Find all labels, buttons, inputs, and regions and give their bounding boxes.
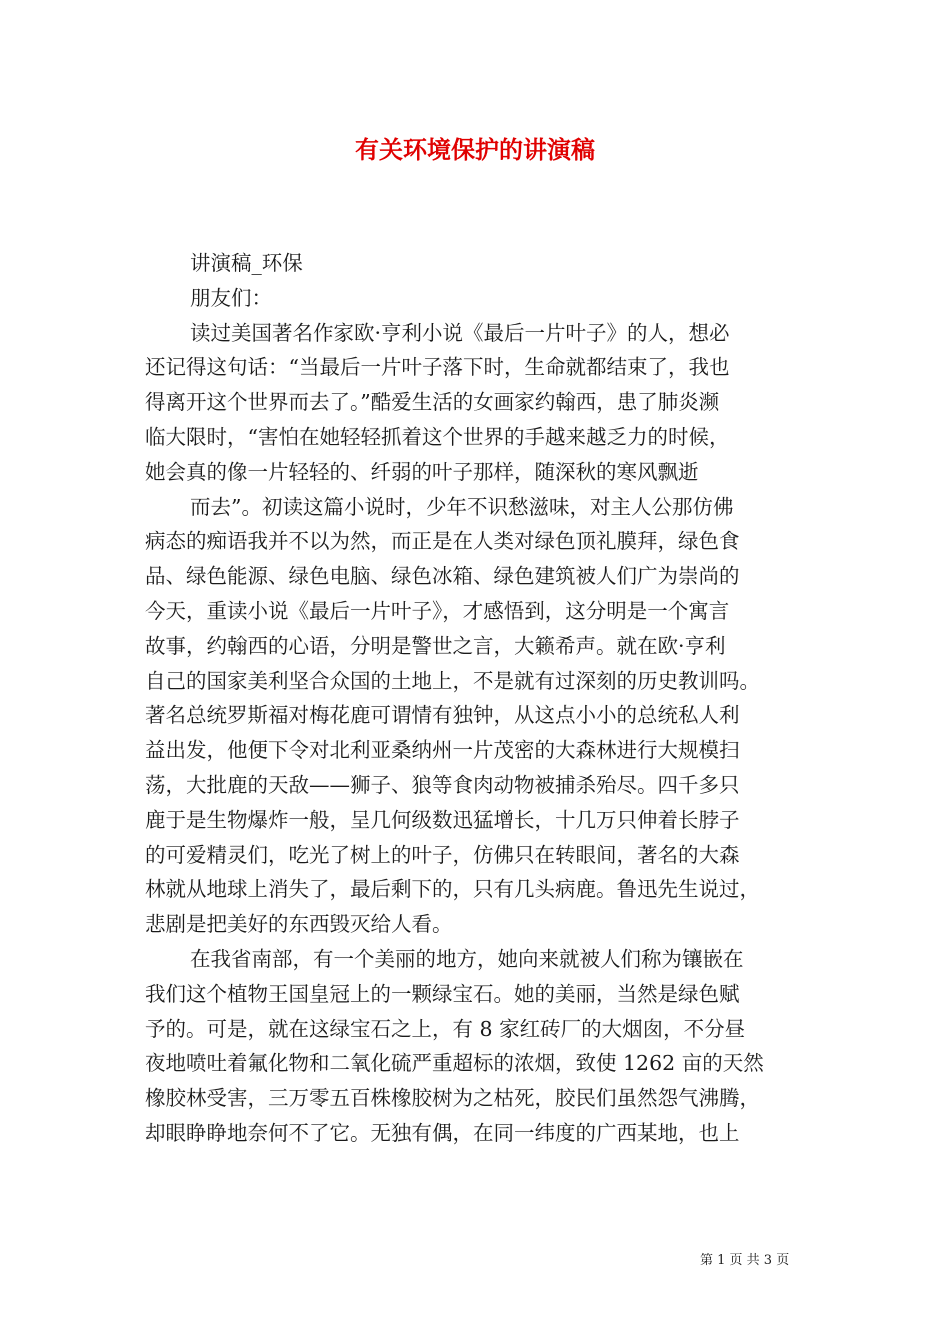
text-line: 读过美国著名作家欧·亨利小说《最后一片叶子》的人，想必 <box>190 320 730 345</box>
text-line: 却眼睁睁地奈何不了它。无独有偶，在同一纬度的广西某地，也上 <box>145 1120 740 1145</box>
text-line: 我们这个植物王国皇冠上的一颗绿宝石。她的美丽，当然是绿色赋 <box>145 981 740 1006</box>
page-title: 有关环境保护的讲演稿 <box>355 135 595 164</box>
text-line: 品、绿色能源、绿色电脑、绿色冰箱、绿色建筑被人们广为崇尚的 <box>145 564 740 589</box>
text-line: 橡胶林受害，三万零五百株橡胶树为之枯死，胶民们虽然怨气沸腾， <box>145 1086 760 1111</box>
text-line: 荡，大批鹿的天敌——狮子、狼等食肉动物被捕杀殆尽。四千多只 <box>145 772 740 797</box>
text-line: 病态的痴语我并不以为然，而正是在人类对绿色顶礼膜拜，绿色食 <box>145 529 740 554</box>
text-line: 她会真的像一片轻轻的、纤弱的叶子那样，随深秋的寒风飘逝 <box>145 459 699 484</box>
text-line: 自己的国家美利坚合众国的土地上，不是就有过深刻的历史教训吗。 <box>145 668 760 693</box>
text-line: 的可爱精灵们，吃光了树上的叶子，仿佛只在转眼间，著名的大森 <box>145 842 740 867</box>
text-line: 今天，重读小说《最后一片叶子》，才感悟到，这分明是一个寓言 <box>145 598 730 623</box>
text-line: 还记得这句话：“当最后一片叶子落下时，生命就都结束了，我也 <box>145 355 730 380</box>
text-line: 朋友们： <box>190 285 272 310</box>
text-line: 临大限时，“害怕在她轻轻抓着这个世界的手越来越乏力的时候， <box>145 424 730 449</box>
text-line: 鹿于是生物爆炸一般，呈几何级数迅猛增长，十几万只伸着长脖子 <box>145 807 740 832</box>
text-line: 在我省南部，有一个美丽的地方，她向来就被人们称为镶嵌在 <box>190 946 744 971</box>
text-line: 而去”。初读这篇小说时，少年不识愁滋味，对主人公那仿佛 <box>190 494 734 519</box>
text-line: 益出发，他便下令对北利亚桑纳州一片茂密的大森林进行大规模扫 <box>145 738 740 763</box>
text-line: 故事，约翰西的心语，分明是警世之言，大籁希声。就在欧·亨利 <box>145 633 726 658</box>
text-line: 悲剧是把美好的东西毁灭给人看。 <box>145 912 453 937</box>
text-line: 得离开这个世界而去了。”酷爱生活的女画家约翰西，患了肺炎濒 <box>145 390 720 415</box>
text-line: 林就从地球上消失了，最后剩下的，只有几头病鹿。鲁迅先生说过， <box>145 877 760 902</box>
text-line: 夜地喷吐着氟化物和二氧化硫严重超标的浓烟，致使 1262 亩的天然 <box>145 1051 764 1076</box>
text-line: 讲演稿_环保 <box>190 251 303 275</box>
page-footer: 第 1 页 共 3 页 <box>700 1253 790 1268</box>
text-line: 著名总统罗斯福对梅花鹿可谓情有独钟，从这点小小的总统私人利 <box>145 703 740 728</box>
text-line: 予的。可是，就在这绿宝石之上，有 8 家红砖厂的大烟囱，不分昼 <box>145 1016 746 1041</box>
document-body <box>145 246 821 1151</box>
